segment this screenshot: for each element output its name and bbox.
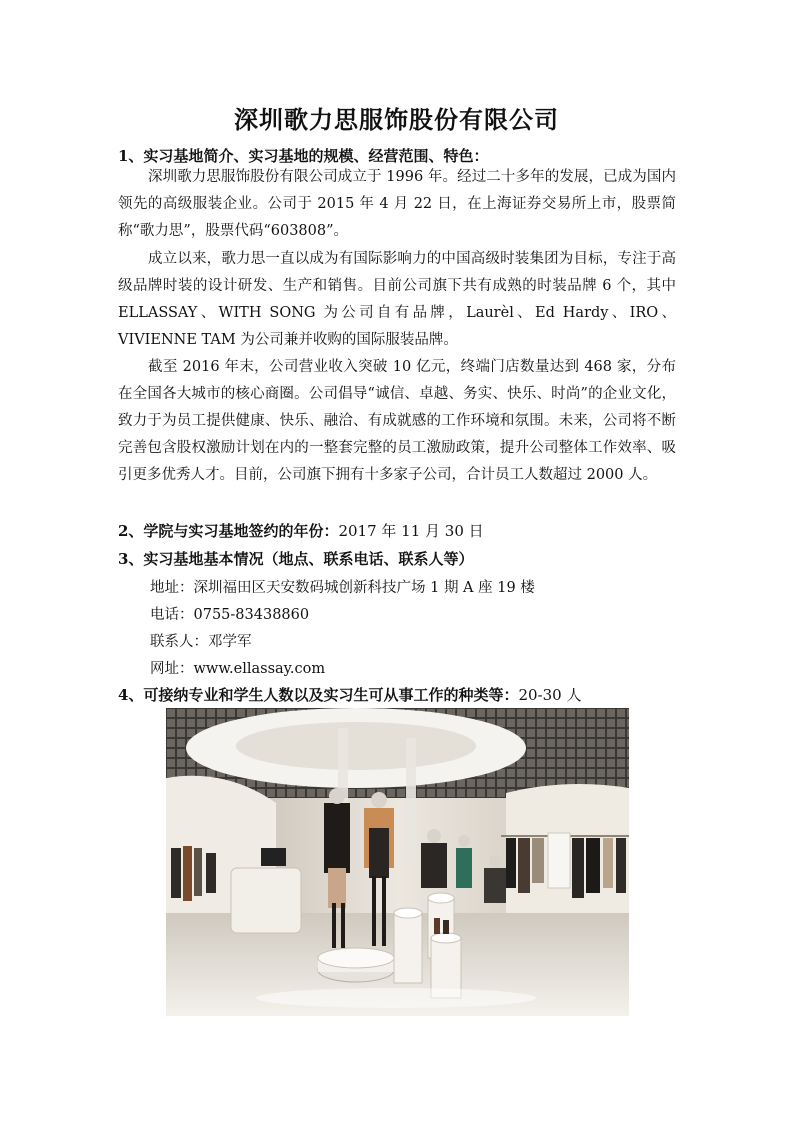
- section-2-label: 2、学院与实习基地签约的年份：: [118, 522, 339, 540]
- signing-date: 2017 年 11 月 30 日: [338, 522, 484, 540]
- website-line: 网址：www.ellassay.com: [150, 661, 326, 677]
- section-3-heading: 3、实习基地基本情况（地点、联系电话、联系人等）: [118, 550, 474, 568]
- section-1-paragraph-1: 深圳歌力思服饰股份有限公司成立于 1996 年。经过二十多年的发展，已成为国内领先的高级服装企业。公司于 2015 年 4 月 22 日，在上海证券交易所上市，股票简称“歌力思”，股票代码“603808”。: [118, 169, 676, 239]
- section-1-paragraph-3: 截至 2016 年末，公司营业收入突破 10 亿元，终端门店数量达到 468 家，分布在全国各大城市的核心商圈。公司倡导“诚信、卓越、务实、快乐、时尚”的企业文化，致力于为员工提供健康、快乐、融洽、有成就感的工作环境和氛围。未来，公司将不断完善包含股权激励计划在内的一整套完整的员工激励政策，提升公司整体工作效率、吸引更多优秀人才。目前，公司旗下拥有十多家子公司，合计员工人数超过 2000 人。: [118, 359, 676, 483]
- section-4-heading: [118, 684, 581, 705]
- section-2-heading: [118, 520, 484, 541]
- section-4-label: 4、可接纳专业和学生人数以及实习生可从事工作的种类等：: [118, 686, 519, 704]
- phone-line: 电话：0755-83438860: [150, 607, 310, 623]
- store-interior-photo: [166, 708, 629, 1016]
- page-title: 深圳歌力思服饰股份有限公司: [234, 105, 559, 134]
- address-line: 地址：深圳福田区天安数码城创新科技广场 1 期 A 座 19 楼: [150, 580, 535, 596]
- section-1-heading: 1、实习基地简介、实习基地的规模、经营范围、特色：: [118, 147, 489, 165]
- contact-person-line: 联系人：邓学军: [150, 634, 252, 650]
- section-1-paragraph-2: 成立以来，歌力思一直以成为有国际影响力的中国高级时装集团为目标，专注于高级品牌时装的设计研发、生产和销售。目前公司旗下共有成熟的时装品牌 6 个，其中 ELLASSAY、WITH SONG 为公司自有品牌，Laurèl、Ed Hardy、IRO、VIVIENNE TAM 为公司兼并收购的国际服装品牌。: [118, 251, 676, 348]
- intern-capacity: 20-30 人: [518, 686, 582, 704]
